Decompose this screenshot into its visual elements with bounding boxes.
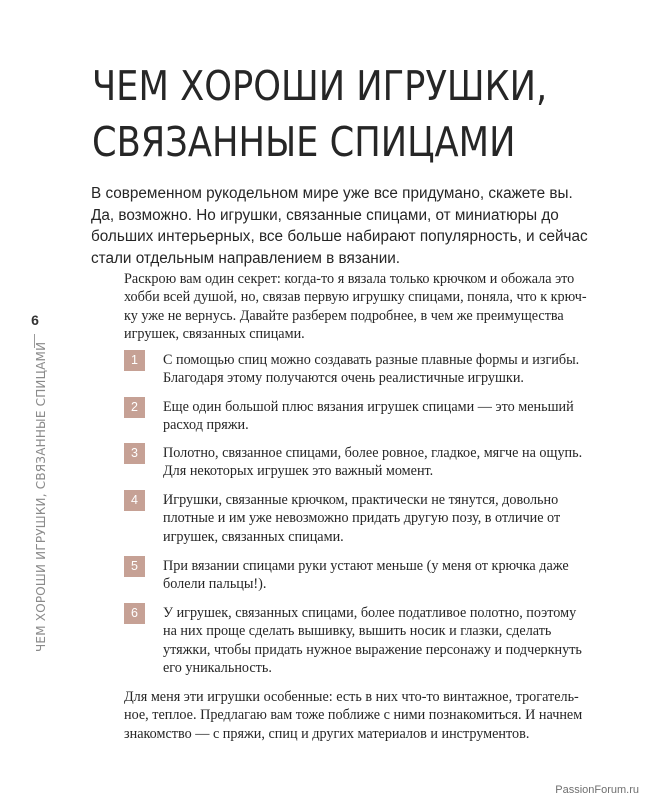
item-text [163, 604, 613, 677]
intro-line: больших интерьерных, все больше набирают популярность, и сейчас [91, 228, 588, 245]
advantage-item-4 [124, 490, 614, 550]
lead-line: игрушек, связанных спицами. [124, 325, 305, 342]
item-text [163, 557, 613, 594]
number-badge: 6 [124, 603, 145, 624]
item-line: При вязании спицами руки устают меньше (у меня от крючка даже [163, 558, 569, 574]
page-title-line: ЧЕМ ХОРОШИ ИГРУШКИ, [92, 62, 548, 110]
item-line: Благодаря этому получаются очень реалистичные игрушки. [163, 370, 524, 387]
lead-line: хобби всей душой, но, связав первую игрушку спицами, поняла, что к крюч- [124, 289, 587, 306]
item-line: игрушек, связанных спицами. [163, 528, 344, 545]
item-line: С помощью спиц можно создавать разные плавные формы и изгибы. [163, 352, 580, 368]
intro-line: В современном рукодельном мире уже все придумано, скажете вы. [91, 185, 573, 202]
advantage-item-6 [124, 603, 614, 678]
lead-paragraph [124, 270, 610, 343]
item-line: его уникальность. [163, 659, 272, 676]
page-number: 6 [31, 312, 39, 328]
item-line: Еще один большой плюс вязания игрушек спицами — это меньший [163, 399, 574, 415]
item-line: У игрушек, связанных спицами, более податливое полотно, поэтому [163, 605, 577, 621]
item-line: утяжки, чтобы придать нужное выражение персонажу и подчеркнуть [163, 641, 582, 658]
intro-paragraph [91, 183, 611, 269]
lead-line: Раскрою вам один секрет: когда-то я вязала только крючком и обожала это [124, 271, 575, 287]
page-title [92, 58, 556, 170]
item-line: болели пальцы!). [163, 576, 267, 593]
closing-line: ное, теплое. Предлагаю вам тоже поближе с ними познакомиться. И начнем [124, 707, 583, 724]
running-title: ЧЕМ ХОРОШИ ИГРУШКИ, СВЯЗАННЫЕ СПИЦАМИ [34, 341, 48, 652]
closing-line: знакомство — с пряжи, спиц и других материалов и инструментов. [124, 725, 530, 742]
number-badge: 5 [124, 556, 145, 577]
closing-paragraph [124, 688, 610, 743]
item-line: Для некоторых игрушек это важный момент. [163, 463, 434, 480]
number-badge: 1 [124, 350, 145, 371]
watermark: PassionForum.ru [555, 784, 639, 796]
item-line: на них проще сделать вышивку, вышить носик и глазки, сделать [163, 623, 552, 640]
number-badge: 2 [124, 397, 145, 418]
lead-line: ку уже не вернусь. Давайте разберем подробнее, в чем же преимущества [124, 307, 564, 324]
intro-line: стали отдельным направлением в вязании. [91, 249, 401, 267]
item-text [163, 491, 613, 546]
item-text [163, 398, 613, 435]
closing-line: Для меня эти игрушки особенные: есть в них что-то винтажное, трогатель- [124, 689, 579, 705]
item-text [163, 351, 613, 388]
item-line: Полотно, связанное спицами, более ровное, гладкое, мягче на ощупь. [163, 445, 583, 461]
intro-line: Да, возможно. Но игрушки, связанные спицами, от миниатюры до [91, 206, 559, 224]
page-title-line: СВЯЗАННЫЕ СПИЦАМИ [92, 118, 516, 166]
item-line: Игрушки, связанные крючком, практически не тянутся, довольно [163, 492, 559, 508]
number-badge: 4 [124, 490, 145, 511]
item-text [163, 444, 613, 481]
item-line: расход пряжи. [163, 417, 249, 434]
item-line: плотные и им уже невозможно придать другую позу, в отличие от [163, 510, 561, 527]
number-badge: 3 [124, 443, 145, 464]
